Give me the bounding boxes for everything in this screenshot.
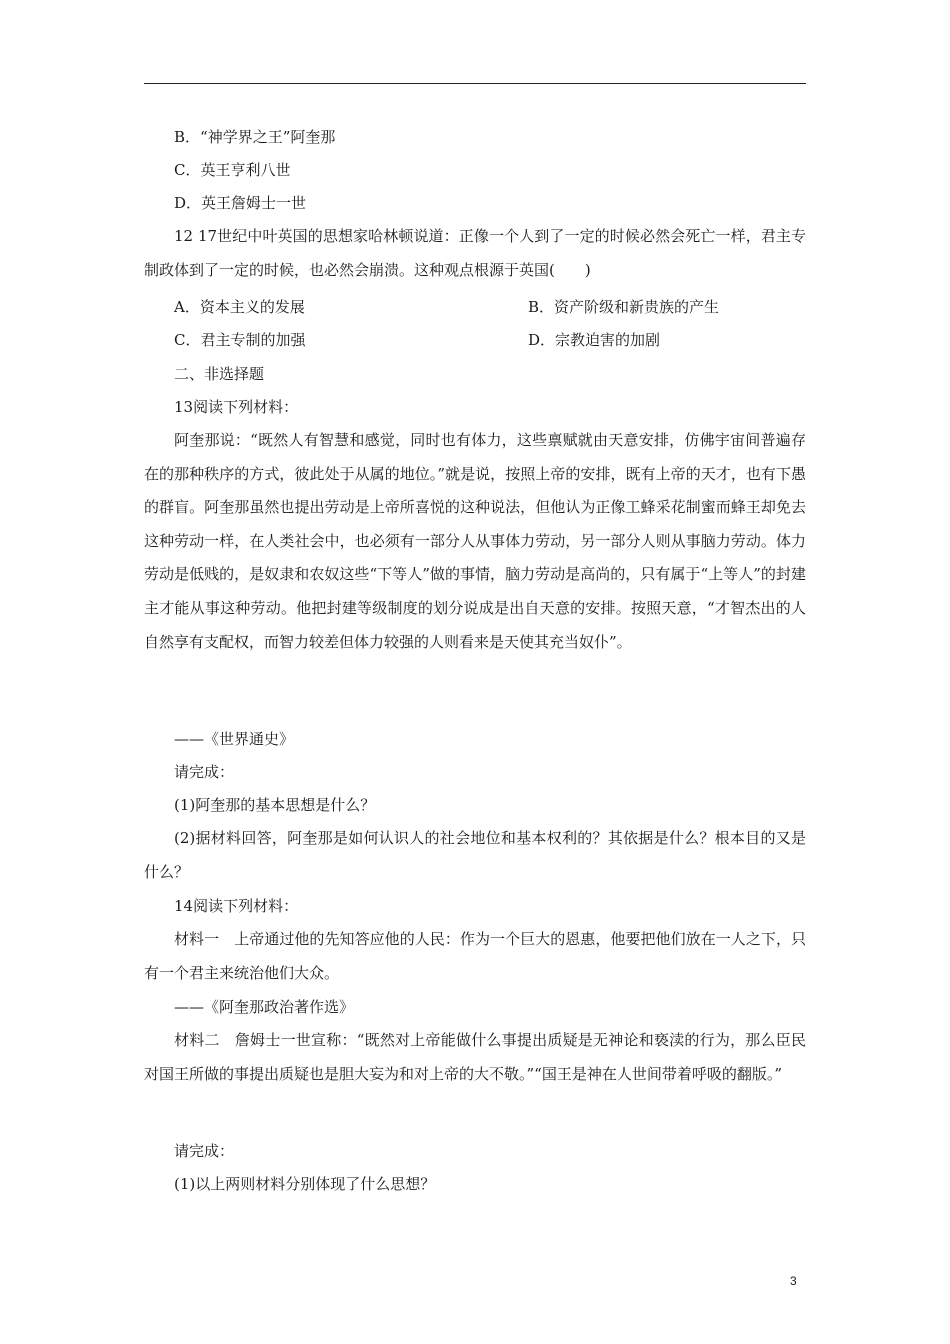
q11-option-c: C．英王亨利八世 <box>174 161 291 179</box>
page-number: 3 <box>790 1274 797 1288</box>
q12-option-a: A．资本主义的发展 <box>174 298 305 316</box>
q13-sub2: (2)据材料回答，阿奎那是如何认识人的社会地位和基本权利的？其依据是什么？根本目的又是什么？ <box>144 829 806 881</box>
header-rule <box>144 83 806 84</box>
q13-prompt: 请完成： <box>174 763 235 781</box>
q14-sub1: (1)以上两则材料分别体现了什么思想？ <box>174 1175 436 1193</box>
q14-material1: 材料一 上帝通过他的先知答应他的人民：作为一个巨大的恩惠，他要把他们放在一人之下，只有一个君主来统治他们大众。 <box>144 930 806 982</box>
q14-prompt: 请完成： <box>174 1142 235 1160</box>
q12-option-d: D．宗教迫害的加剧 <box>528 331 661 349</box>
q11-option-d: D．英王詹姆士一世 <box>174 194 307 212</box>
q12-option-b: B．资产阶级和新贵族的产生 <box>528 298 720 316</box>
q12-stem: 12 17世纪中叶英国的思想家哈林顿说道：正像一个人到了一定的时候必然会死亡一样，君主专制政体到了一定的时候，也必然会崩溃。这种观点根源于英国( ) <box>144 227 806 279</box>
section-heading: 二、非选择题 <box>174 365 265 383</box>
q13-source: ——《世界通史》 <box>174 730 295 748</box>
q13-intro: 13阅读下列材料： <box>174 398 299 416</box>
q14-material2: 材料二 詹姆士一世宣称：“既然对上帝能做什么事提出质疑是无神论和亵渎的行为，那么臣民对国王所做的事提出质疑也是胆大妄为和对上帝的大不敬。”“国王是神在人世间带着呼吸的翻版。” <box>144 1031 806 1083</box>
q14-source1: ——《阿奎那政治著作选》 <box>174 998 355 1016</box>
q14-intro: 14阅读下列材料： <box>174 897 299 915</box>
q13-material: 阿奎那说：“既然人有智慧和感觉，同时也有体力，这些禀赋就由天意安排，仿佛宇宙间普遍存在的那种秩序的方式，彼此处于从属的地位。”就是说，按照上帝的安排，既有上帝的天才，也有下愚的群盲。阿奎那虽然也提出劳动是上帝所喜悦的这种说法，但他认为正像工蜂采花制蜜而蜂王却免去这种劳动一样，在人类社会中，也必须有一部分人从事体力劳动，另一部分人则从事脑力劳动。体力劳动是低贱的，是奴隶和农奴这些“下等人”做的事情，脑力劳动是高尚的，只有属于“上等人”的封建主才能从事这种劳动。他把封建等级制度的划分说成是出自天意的安排。按照天意，“才智杰出的人自然享有支配权，而智力较差但体力较强的人则看来是天使其充当奴仆”。 <box>144 431 806 651</box>
q11-option-b: B．“神学界之王”阿奎那 <box>174 128 336 146</box>
q13-sub1: (1)阿奎那的基本思想是什么？ <box>174 796 376 814</box>
q12-option-c: C．君主专制的加强 <box>174 331 306 349</box>
